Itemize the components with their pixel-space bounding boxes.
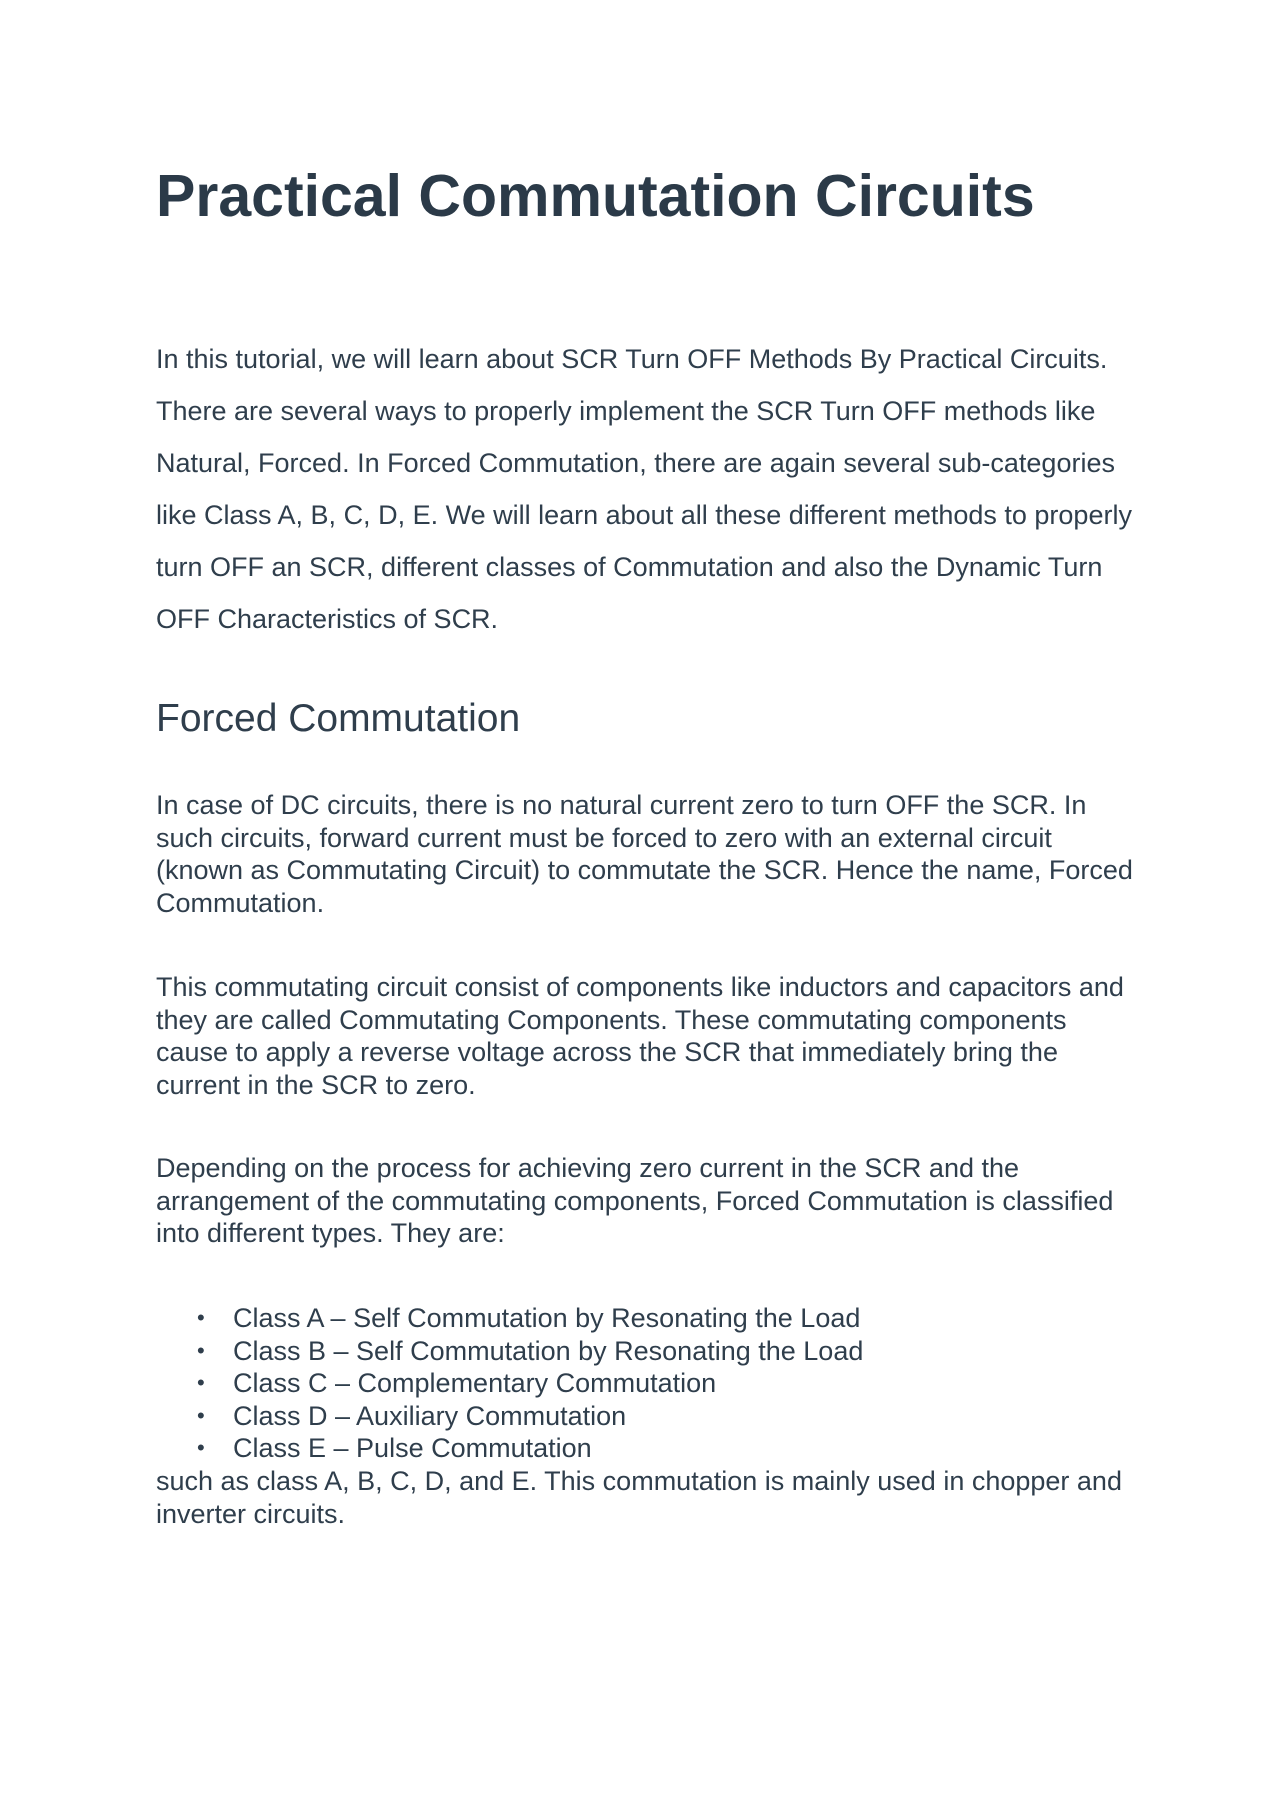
bullet-icon: •: [197, 1435, 205, 1460]
section-heading-forced-commutation: Forced Commutation: [156, 697, 521, 740]
list-item-text: Class C – Complementary Commutation: [233, 1368, 717, 1398]
list-item: [156, 1400, 1136, 1433]
section-paragraph-3: Depending on the process for achieving zero current in the SCR and the arrangement of the commutating components, Forced Commutation is classified into different types. They are:: [156, 1153, 1114, 1248]
list-item-text: Class E – Pulse Commutation: [233, 1433, 592, 1463]
list-item-text: Class A – Self Commutation by Resonating the Load: [233, 1303, 861, 1333]
bullet-icon: •: [197, 1305, 205, 1330]
closing-paragraph: such as class A, B, C, D, and E. This commutation is mainly used in chopper and inverter circuits.: [156, 1466, 1122, 1529]
commutation-class-list: [156, 1302, 1136, 1465]
list-item: [156, 1367, 1136, 1400]
section-paragraph-2: This commutating circuit consist of components like inductors and capacitors and they are called Commutating Components. These commutating components cause to apply a reverse voltage across the SCR that immediately bring the current in the SCR to zero.: [156, 972, 1124, 1100]
list-item-text: Class D – Auxiliary Commutation: [233, 1400, 627, 1431]
list-item: [156, 1432, 1136, 1465]
bullet-icon: •: [197, 1337, 205, 1363]
list-item: [156, 1302, 1136, 1335]
page-title: Practical Commutation Circuits: [156, 163, 1035, 229]
section-paragraph-1: In case of DC circuits, there is no natural current zero to turn OFF the SCR. In such circuits, forward current must be forced to zero with an external circuit (known as Commutating Circuit) to commutate the SCR. Hence the name, Forced Commutation.: [156, 790, 1133, 918]
bullet-icon: •: [197, 1370, 205, 1395]
bullet-icon: •: [197, 1402, 205, 1428]
list-item-text: Class B – Self Commutation by Resonating the Load: [233, 1335, 864, 1366]
list-item: [156, 1335, 1136, 1368]
intro-paragraph: In this tutorial, we will learn about SCR Turn OFF Methods By Practical Circuits. There are several ways to properly implement the SCR Turn OFF methods like Natural, Forced. In Forced Commutation, there are again several sub-categories like Class A, B, C, D, E. We will learn about all these different methods to properly turn OFF an SCR, different classes of Commutation and also the Dynamic Turn OFF Characteristics of SCR.: [156, 344, 1132, 634]
